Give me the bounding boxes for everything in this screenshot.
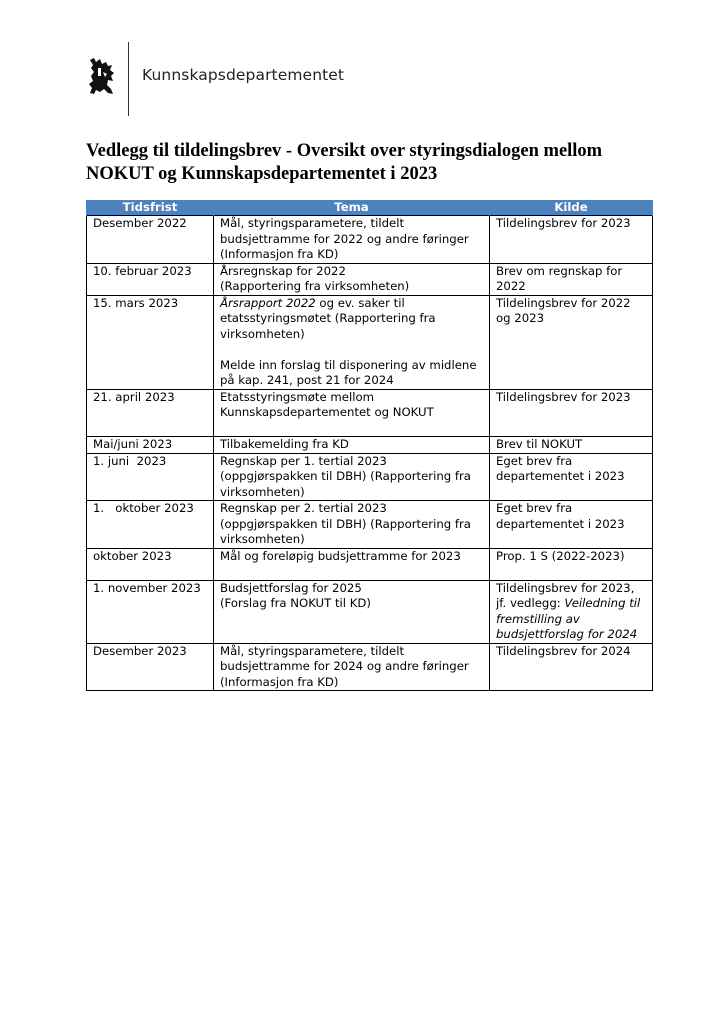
topic-cell	[214, 216, 490, 264]
cell-line	[220, 296, 485, 312]
cell-line: (Informasjon fra KD)	[220, 247, 339, 261]
cell-line	[220, 421, 485, 437]
deadline-cell	[87, 216, 214, 264]
cell-line: Eget brev fra	[496, 453, 573, 468]
cell-line: Brev om regnskap for	[496, 263, 623, 278]
cell-line: 10. februar 2023	[93, 263, 192, 278]
deadline-cell	[87, 501, 214, 549]
column-header-deadline: Tidsfrist	[87, 200, 214, 216]
cell-line: (Forslag fra NOKUT til KD)	[220, 596, 371, 610]
cell-line: virksomheten)	[220, 484, 305, 499]
title-line-1: Vedlegg til tildelingsbrev - Oversikt over styringsdialogen mellom	[86, 141, 603, 161]
source-cell	[490, 389, 653, 437]
deadline-cell	[87, 437, 214, 454]
cell-line: Tildelingsbrev for 2023	[496, 389, 631, 404]
topic-cell	[214, 263, 490, 295]
cell-line: Mål og foreløpig budsjettramme for 2023	[220, 548, 461, 563]
cell-line: Desember 2023	[93, 643, 187, 658]
cell-line: 1. oktober 2023	[93, 501, 194, 515]
cell-line: departementet i 2023	[496, 469, 625, 483]
topic-cell	[214, 643, 490, 691]
cell-line: Mai/juni 2023	[93, 437, 173, 451]
column-header-topic: Tema	[214, 200, 490, 216]
deadline-cell	[87, 453, 214, 501]
table-row	[87, 501, 653, 549]
cell-line: Årsregnskap for 2022	[220, 263, 346, 278]
cell-line: og 2023	[496, 311, 545, 325]
source-cell	[490, 580, 653, 643]
topic-cell	[214, 580, 490, 643]
deadline-cell	[87, 643, 214, 691]
deadline-cell	[87, 263, 214, 295]
annual-report-italic: Årsrapport 2022	[220, 295, 316, 310]
cell-line: Eget brev fra	[496, 501, 573, 515]
table-row	[87, 295, 653, 389]
cell-line	[496, 596, 648, 612]
cell-line: (Informasjon fra KD)	[220, 674, 339, 689]
cell-line: 1. november 2023	[93, 580, 201, 595]
ministry-name: Kunnskapsdepartementet	[142, 66, 345, 84]
cell-line: Regnskap per 1. tertial 2023	[220, 453, 387, 468]
topic-cell	[214, 548, 490, 580]
cell-line: Kunnskapsdepartementet og NOKUT	[220, 405, 434, 419]
table-row	[87, 216, 653, 264]
cell-line: etatsstyringsmøtet (Rapportering fra	[220, 311, 436, 325]
cell-line: Tildelingsbrev for 2023	[496, 216, 631, 230]
table-row	[87, 437, 653, 454]
cell-line: Prop. 1 S (2022-2023)	[496, 548, 625, 563]
norwegian-lion-crest-icon	[86, 56, 118, 96]
cell-line: virksomheten)	[220, 326, 305, 341]
cell-line	[220, 342, 485, 358]
cell-line: Tildelingsbrev for 2022	[496, 295, 631, 310]
deadline-cell	[87, 295, 214, 389]
topic-cell	[214, 437, 490, 454]
cell-line: Mål, styringsparametere, tildelt	[220, 216, 405, 230]
table-row	[87, 548, 653, 580]
guide-title-italic: Veiledning til	[564, 596, 641, 610]
source-cell	[490, 295, 653, 389]
table-row	[87, 580, 653, 643]
cell-line	[220, 564, 485, 580]
cell-line: 21. april 2023	[93, 389, 175, 404]
ministry-logo	[84, 40, 345, 116]
cell-line: (oppgjørspakken til DBH) (Rapportering fra	[220, 469, 471, 483]
source-cell	[490, 453, 653, 501]
cell-line: Budsjettforslag for 2025	[220, 580, 362, 595]
cell-line: budsjettforslag for 2024	[496, 627, 638, 641]
topic-cell	[214, 501, 490, 549]
cell-line: 15. mars 2023	[93, 295, 179, 310]
topic-cell	[214, 389, 490, 437]
deadline-cell	[87, 580, 214, 643]
governance-dialogue-table	[86, 200, 653, 691]
table-row	[87, 643, 653, 691]
cell-line: budsjettramme for 2024 og andre føringer	[220, 659, 469, 673]
source-cell	[490, 437, 653, 454]
cell-line: oktober 2023	[93, 548, 172, 563]
cell-text: og ev. saker til	[315, 295, 405, 310]
table-row	[87, 453, 653, 501]
cell-line: budsjettramme for 2022 og andre føringer	[220, 231, 469, 246]
topic-cell	[214, 295, 490, 389]
logo-divider	[128, 42, 129, 116]
deadline-cell	[87, 548, 214, 580]
cell-line: (Rapportering fra virksomheten)	[220, 279, 410, 293]
cell-line: (oppgjørspakken til DBH) (Rapportering fra	[220, 516, 471, 531]
source-cell	[490, 216, 653, 264]
cell-line: departementet i 2023	[496, 516, 625, 531]
title-line-2: NOKUT og Kunnskapsdepartementet i 2023	[86, 164, 438, 184]
source-cell	[490, 643, 653, 691]
table-header-row	[87, 200, 653, 216]
table-row	[87, 389, 653, 437]
cell-line: fremstilling av	[496, 611, 580, 626]
cell-line: Brev til NOKUT	[496, 437, 583, 451]
source-cell	[490, 263, 653, 295]
cell-line: Etatsstyringsmøte mellom	[220, 389, 374, 404]
cell-line: Regnskap per 2. tertial 2023	[220, 501, 387, 515]
deadline-cell	[87, 389, 214, 437]
cell-line: Desember 2022	[93, 216, 187, 230]
topic-cell	[214, 453, 490, 501]
cell-line: Mål, styringsparametere, tildelt	[220, 643, 405, 658]
document-title	[86, 140, 666, 186]
cell-line: Tildelingsbrev for 2024	[496, 643, 631, 658]
table-row	[87, 263, 653, 295]
cell-line: på kap. 241, post 21 for 2024	[220, 373, 394, 387]
cell-text: jf. vedlegg:	[496, 596, 565, 610]
column-header-source: Kilde	[490, 200, 653, 216]
source-cell	[490, 501, 653, 549]
source-cell	[490, 548, 653, 580]
cell-line: 1. juni 2023	[93, 453, 167, 468]
cell-line: Tilbakemelding fra KD	[220, 437, 349, 451]
cell-line: virksomheten)	[220, 532, 305, 546]
cell-line: Tildelingsbrev for 2023,	[496, 580, 635, 595]
cell-line: Melde inn forslag til disponering av midlene	[220, 357, 477, 372]
cell-line: 2022	[496, 279, 526, 293]
